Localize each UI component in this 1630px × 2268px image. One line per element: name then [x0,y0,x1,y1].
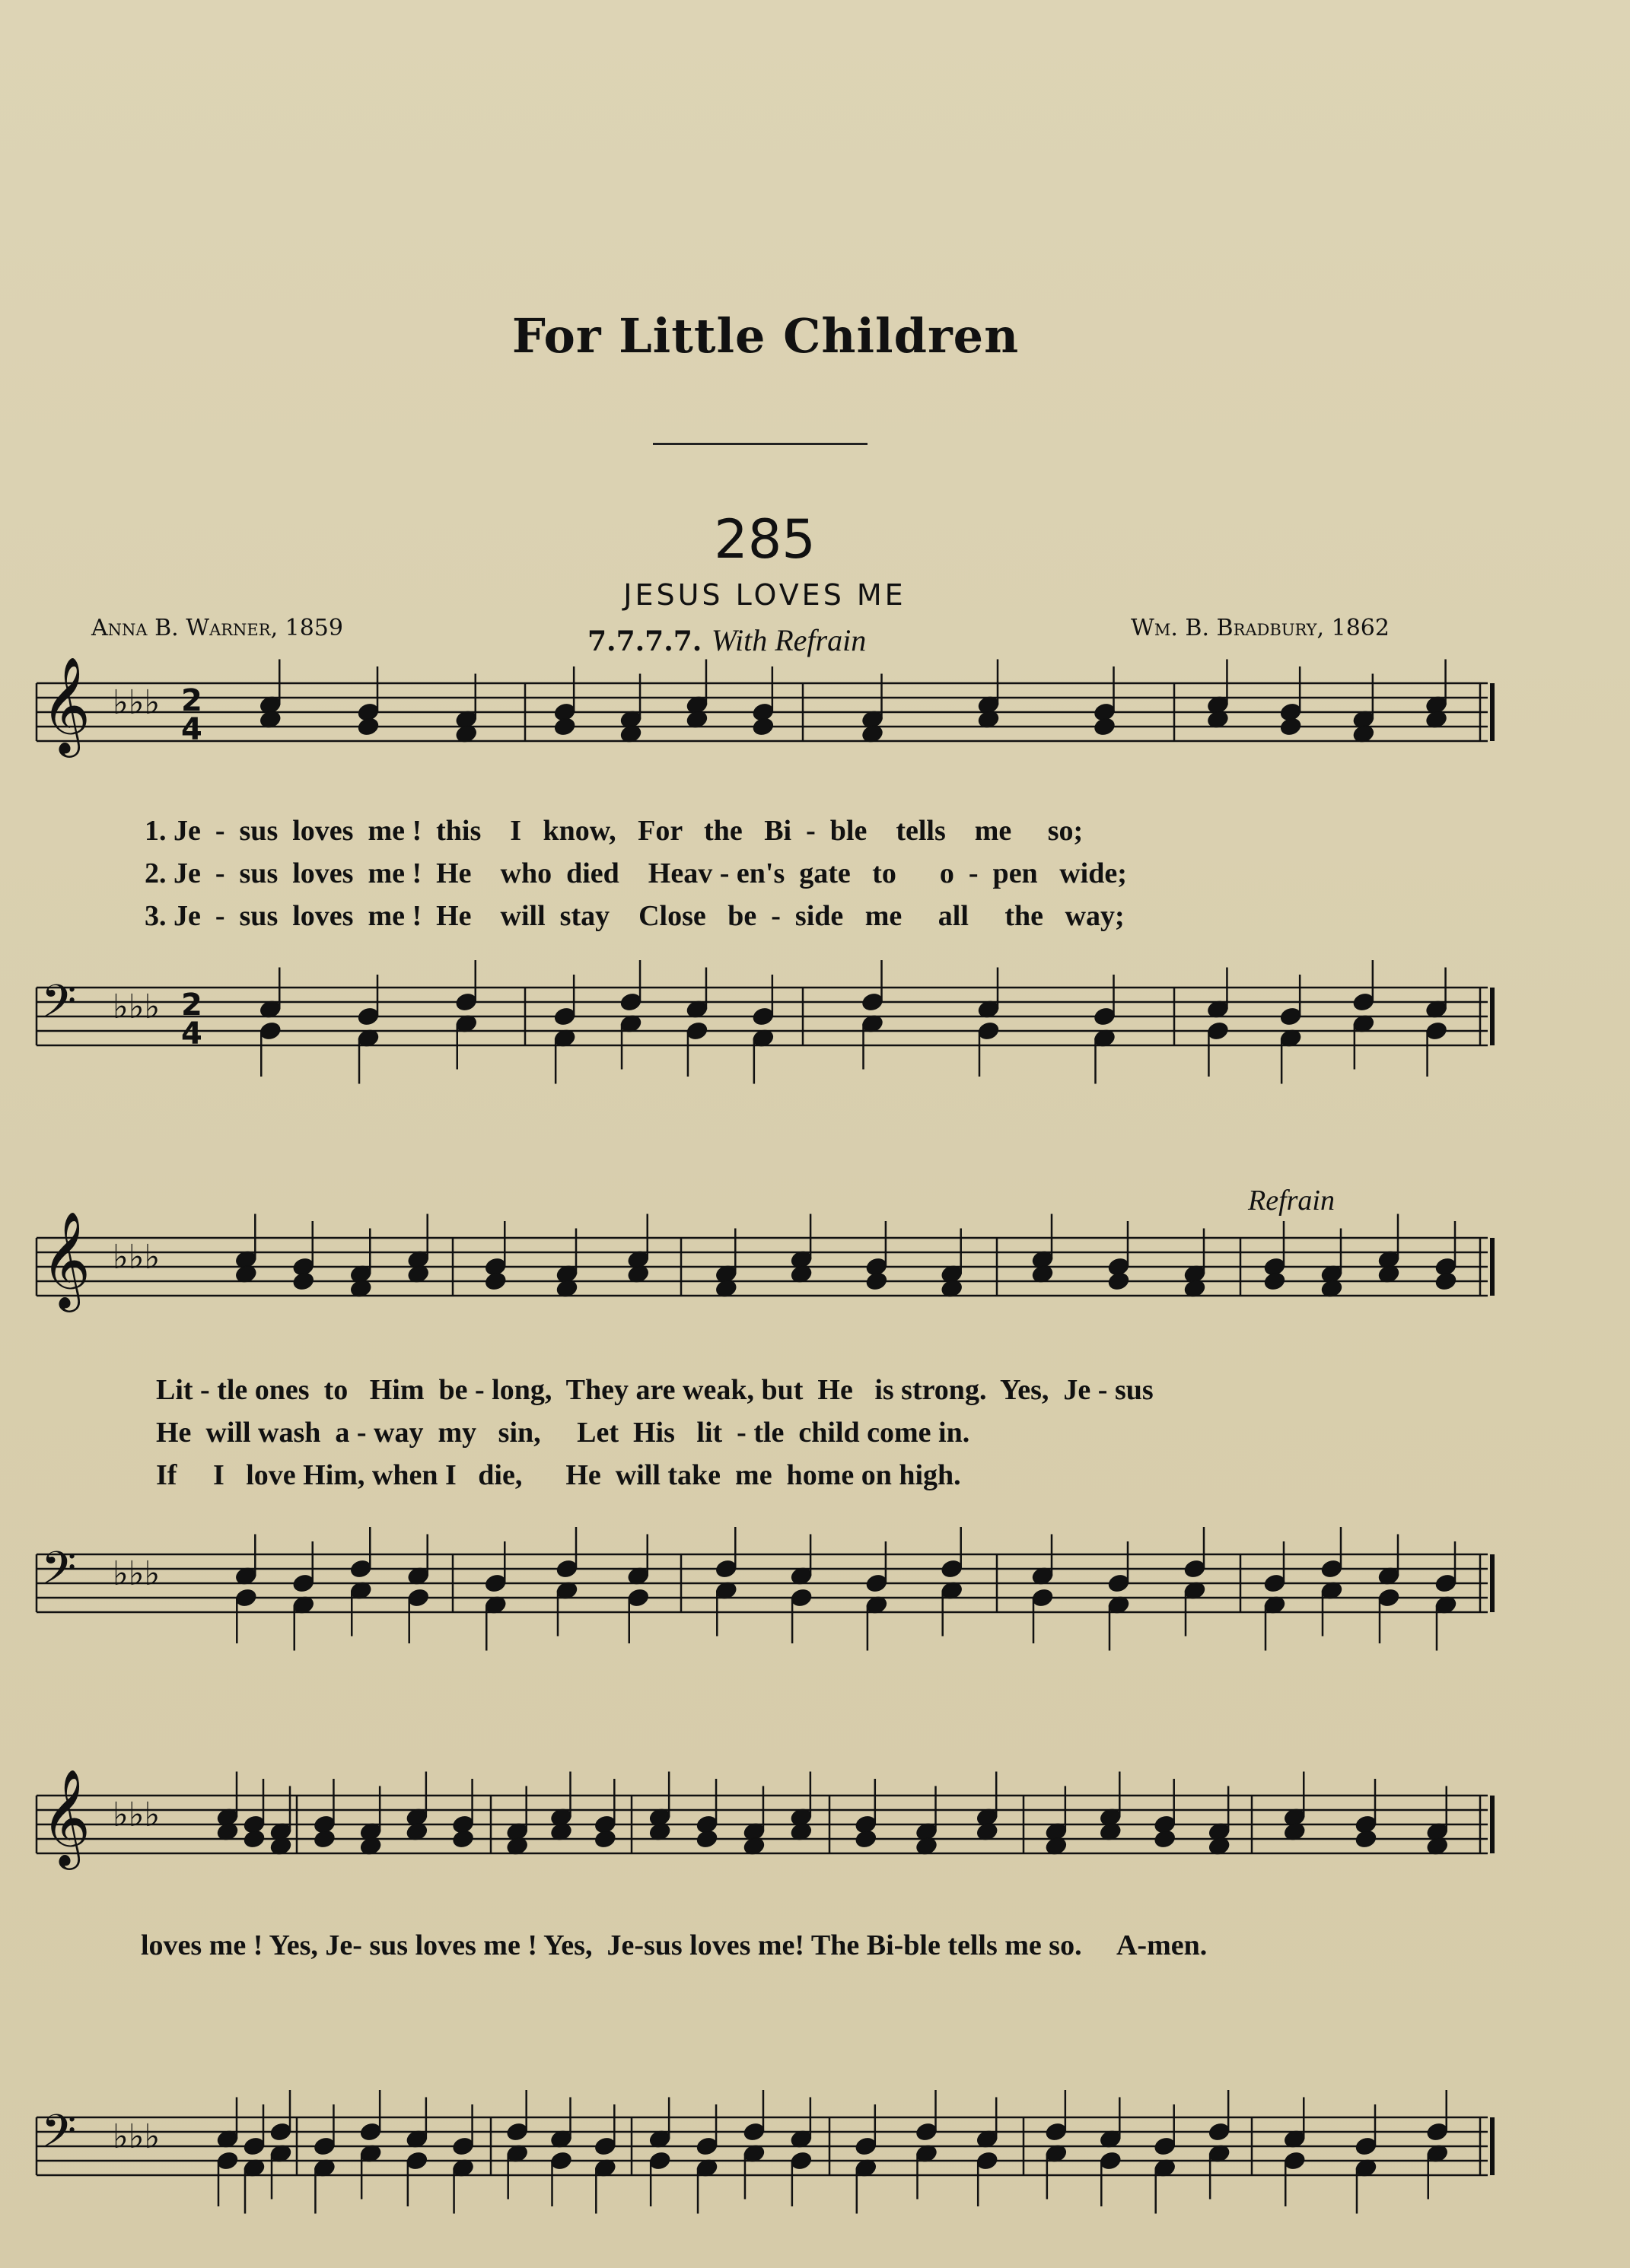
lyric-line-verse3-b: If I love Him, when I die, He will take me home on high. [156,1459,961,1491]
key-signature-flats: ♭♭♭ [113,1796,161,1834]
treble-clef-icon: 𝄞 [41,656,91,753]
time-signature: 2 [181,683,202,718]
notehead [553,716,577,737]
composer-credit: Wm. B. Bradbury, 1862 [1131,615,1390,641]
lyric-line-verse1: 1. Je - sus loves me ! this I know, For the Bi - ble tells me so; [145,815,1084,847]
key-signature-flats: ♭♭♭ [113,1554,161,1593]
bass-clef-icon: 𝄢 [41,1541,77,1605]
lyric-line-refrain: loves me ! Yes, Je- sus loves me ! Yes, Je-sus loves me! The Bi-ble tells me so. A-men. [141,1929,1208,1961]
meter-note: With Refrain [711,623,867,657]
clefs [41,656,202,2168]
lyric-line-verse1-b: Lit - tle ones to Him be - long, They are weak, but He is strong. Yes, Je - sus [156,1374,1154,1406]
staves [37,683,1492,2175]
notehead [1153,1828,1176,1850]
meter-numbers: 7.7.7.7. [587,625,702,657]
time-signature: 4 [181,1016,202,1051]
time-signature: 2 [181,988,202,1023]
time-signature: 4 [181,712,202,747]
notehead [451,1828,475,1850]
key-signature-flats: ♭♭♭ [113,1238,161,1277]
notehead [313,1828,336,1850]
lyric-line-verse2: 2. Je - sus loves me ! He who died Heav - en's gate to o - pen wide; [145,857,1127,889]
notehead [594,1828,617,1850]
treble-clef-icon: 𝄞 [41,1768,91,1866]
notehead [695,1828,718,1850]
key-signature-flats: ♭♭♭ [113,988,161,1026]
section-title: For Little Children [511,308,1020,364]
notehead [1262,1271,1286,1292]
treble-clef-icon: 𝄞 [41,1210,91,1308]
notehead [1093,716,1116,737]
notehead [356,716,380,737]
notehead [1279,716,1303,737]
notehead [854,1828,877,1850]
notehead [484,1271,508,1292]
key-signature-flats: ♭♭♭ [113,2117,161,2156]
bass-clef-icon: 𝄢 [41,2104,77,2168]
notehead [751,716,775,737]
notehead [242,1828,266,1850]
notes [215,660,1457,2214]
notehead [1434,1271,1457,1292]
lyric-line-verse2-b: He will wash a - way my sin, Let His lit - tle child come in. [156,1417,970,1449]
notehead [864,1271,888,1292]
bass-clef-icon: 𝄢 [41,975,77,1039]
lyric-line-verse3: 3. Je - sus loves me ! He will stay Close be - side me all the way; [145,900,1125,932]
hymn-title: JESUS LOVES ME [623,578,906,612]
hymn-number: 285 [714,508,816,571]
notehead [1354,1828,1377,1850]
refrain-label: Refrain [1248,1185,1335,1217]
notehead [291,1271,315,1292]
notehead [1106,1271,1130,1292]
key-signature-flats: ♭♭♭ [113,683,161,722]
author-credit: Anna B. Warner, 1859 [91,615,343,641]
